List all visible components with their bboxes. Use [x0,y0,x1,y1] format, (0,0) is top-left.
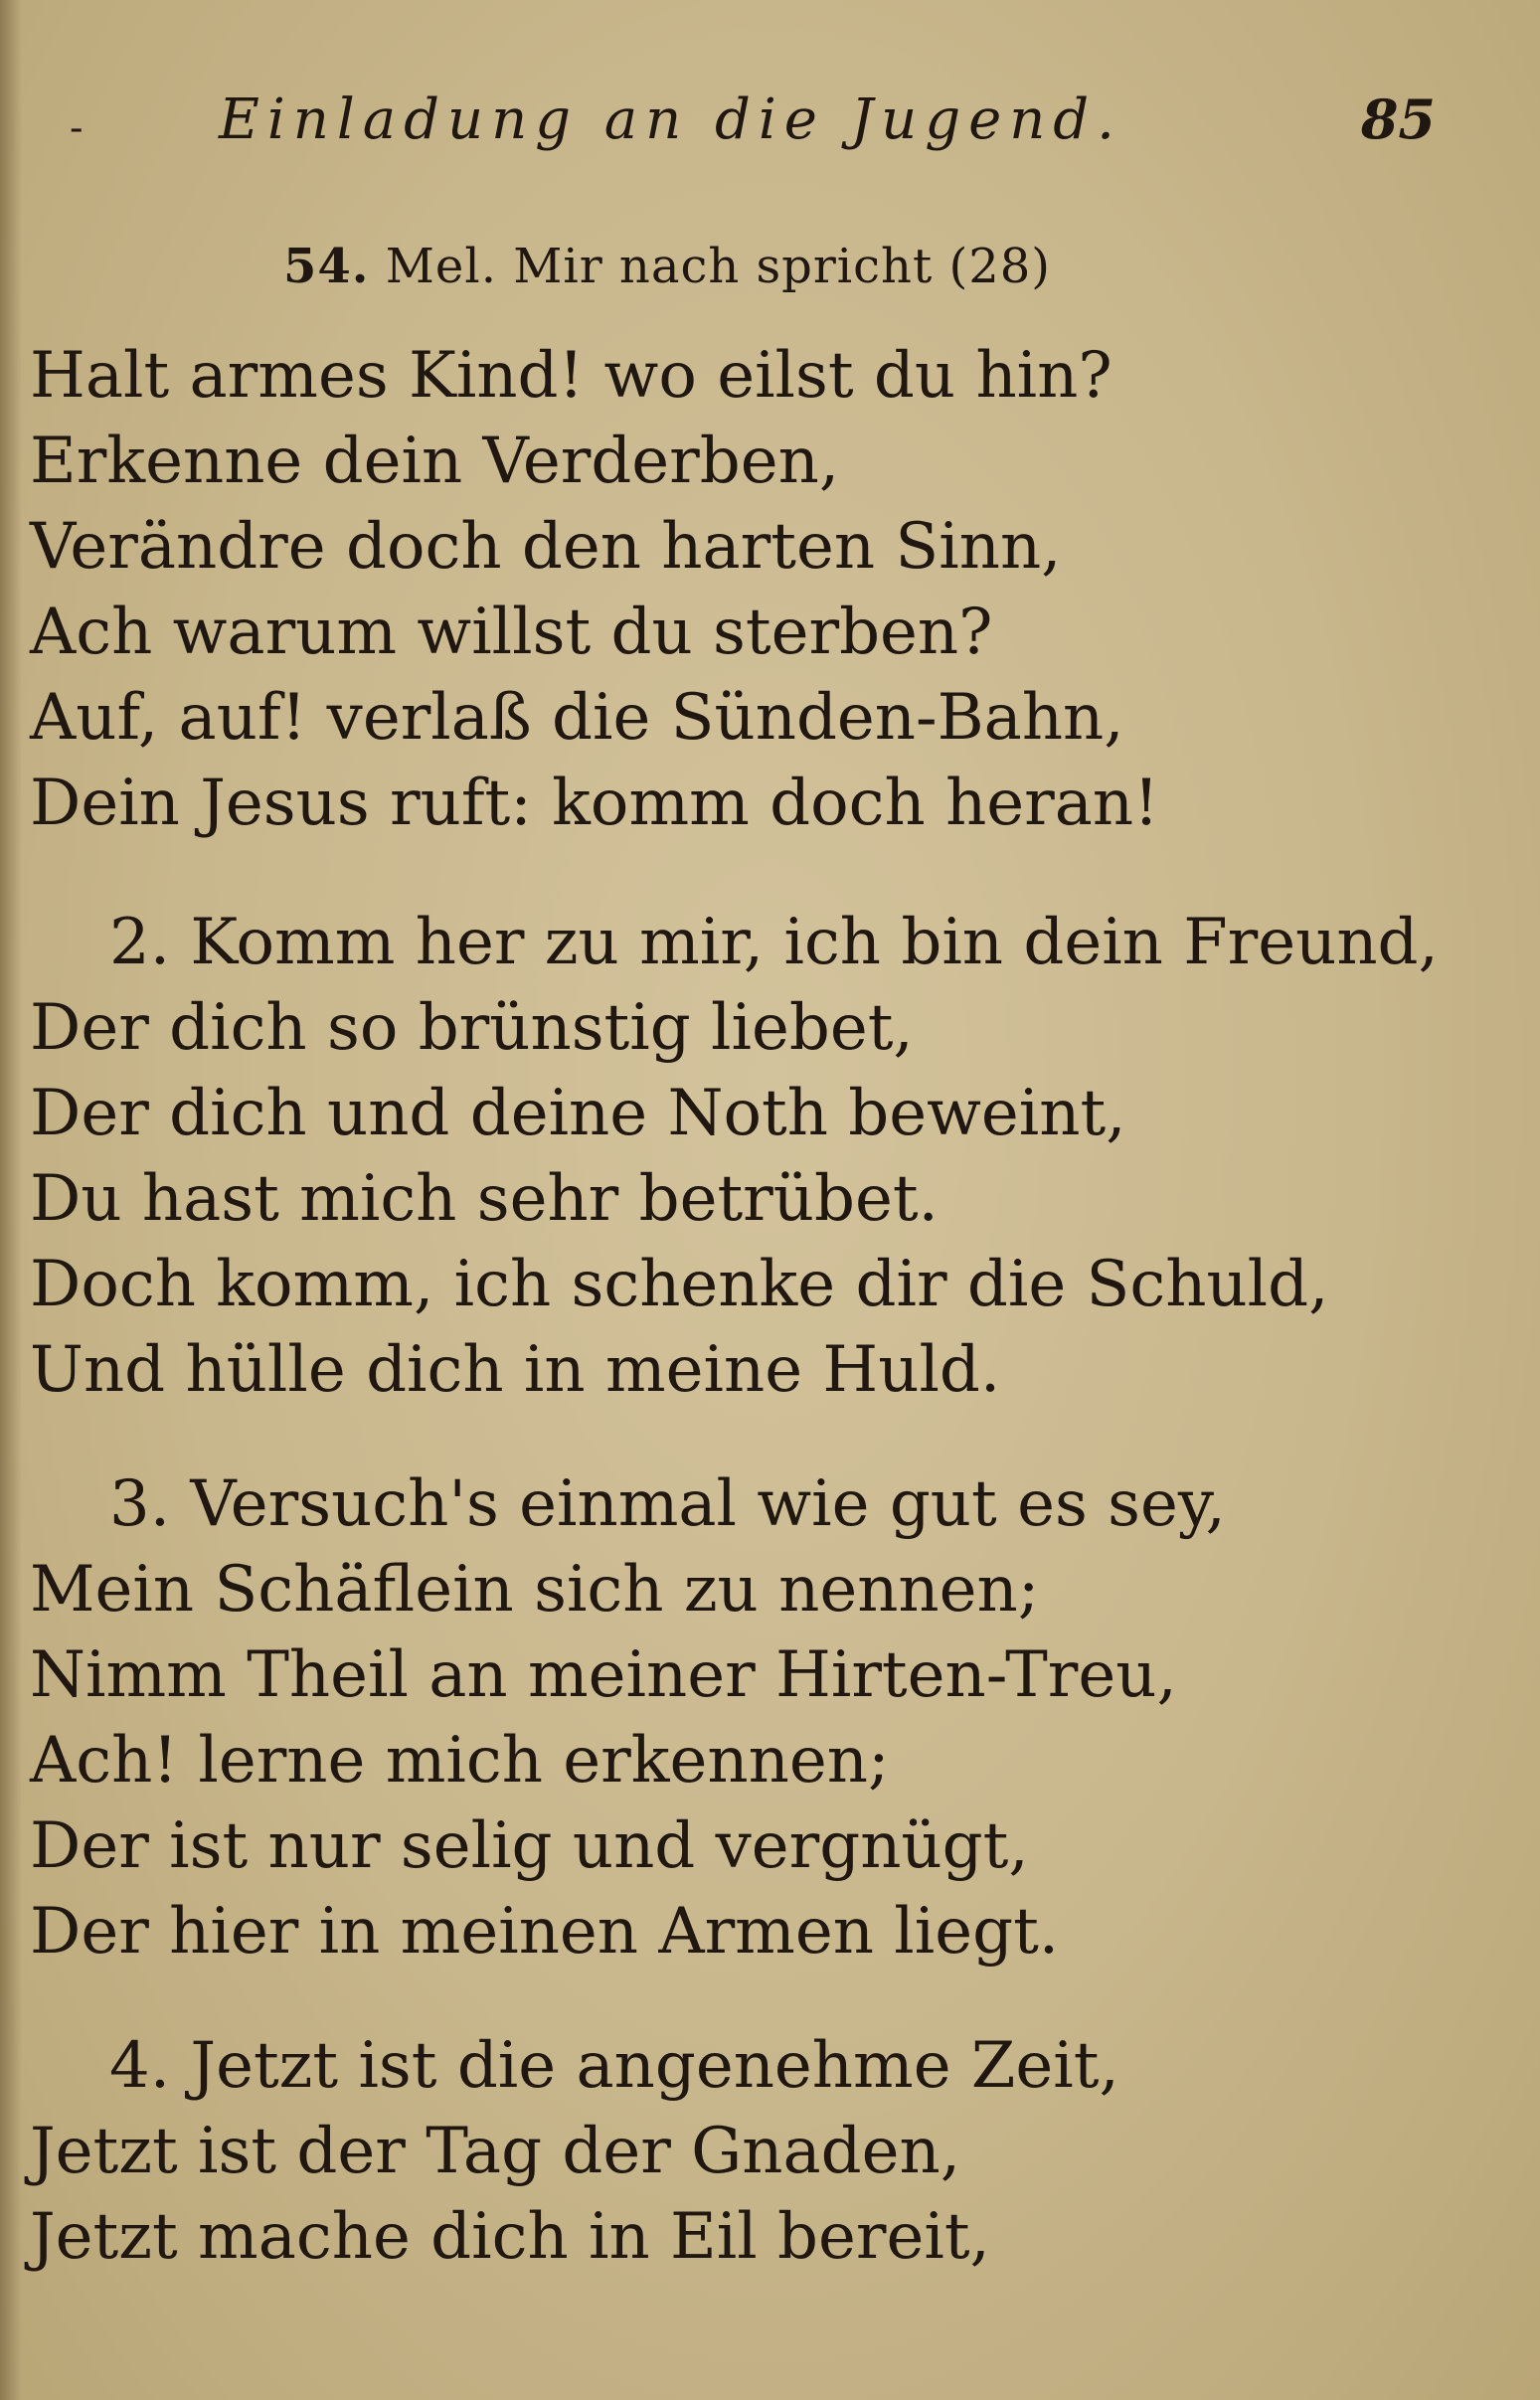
page-gutter-shadow [0,0,22,2400]
page-header [70,87,1436,152]
stanza-line: Ach warum willst du sterben? [30,596,993,669]
stanza-line: 4. Jetzt ist die angenehme Zeit, [109,2029,1119,2103]
stanza-line: Du hast mich sehr betrübet. [30,1162,939,1236]
stanza-2 [30,900,1501,1413]
page-number: 85 [1360,87,1436,151]
stanza-line: Erkenne dein Verderben, [30,425,840,498]
stanza-line: Auf, auf! verlaß die Sünden-Bahn, [30,681,1124,755]
stanza-line: Jetzt mache dich in Eil bereit, [30,2200,990,2274]
hymn-heading [283,239,1051,294]
stanza-line: Mein Schäflein sich zu nennen; [30,1553,1040,1627]
stanza-line: 3. Versuch's einmal wie gut es sey, [109,1467,1226,1541]
stanza-line: Dein Jesus ruft: komm doch heran! [30,767,1159,840]
stanza-line: Der hier in meinen Armen liegt. [30,1895,1060,1969]
header-dash: - [70,105,84,151]
stanza-line: Nimm Theil an meiner Hirten-Treu, [30,1638,1177,1712]
stanza-line: Der ist nur selig und vergnügt, [30,1809,1029,1883]
stanza-line: Jetzt ist der Tag der Gnaden, [30,2115,961,2188]
hymn-number: 54. [283,239,370,294]
stanza-line: Und hülle dich in meine Huld. [30,1333,1001,1407]
stanza-line: 2. Komm her zu mir, ich bin dein Freund, [109,906,1439,979]
stanza-1 [30,333,1501,846]
stanza-line: Verändre doch den harten Sinn, [30,510,1062,584]
hymn-melody: Mel. Mir nach spricht (28) [385,239,1052,294]
stanza-line: Halt armes Kind! wo eilst du hin? [30,339,1112,413]
stanza-4 [30,2023,1501,2280]
stanza-line: Der dich und deine Noth beweint, [30,1077,1126,1150]
stanza-line: Der dich so brünstig liebet, [30,991,914,1065]
stanza-3 [30,1461,1501,1974]
running-title: Einladung an die Jugend. [219,87,1122,152]
stanza-line: Ach! lerne mich erkennen; [30,1724,890,1798]
stanza-line: Doch komm, ich schenke dir die Schuld, [30,1248,1329,1321]
